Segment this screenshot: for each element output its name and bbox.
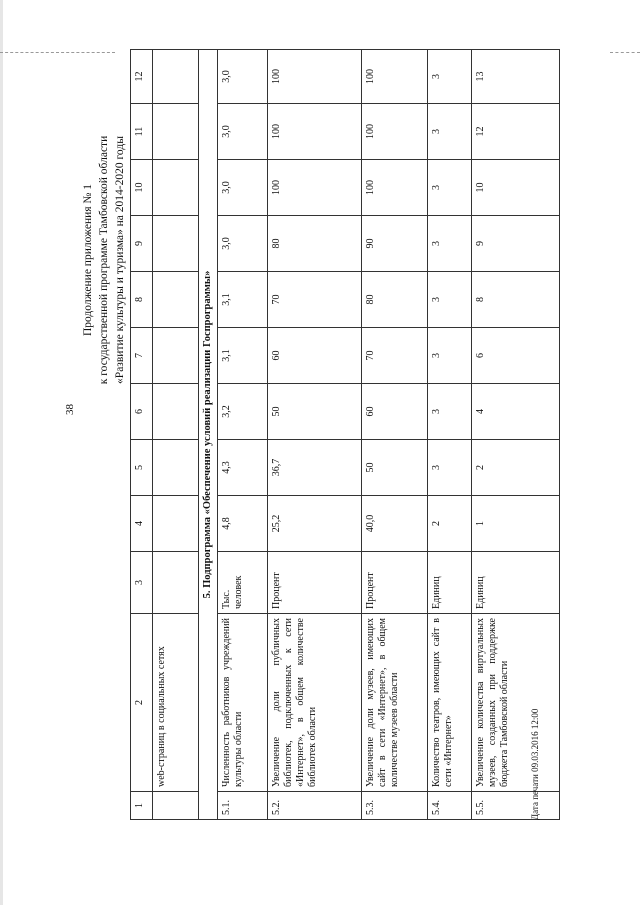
value-cell: 13 [472,50,560,104]
fold-line-left [0,52,115,53]
indicator-name: Увеличение доли музеев, имеющих сайт в сети «Интернет», в общем количестве музеев области [362,614,428,792]
value-cell: 100 [268,50,362,104]
column-number-row [131,50,153,820]
value-cell: 12 [472,104,560,160]
unit: Единиц [428,552,472,614]
value-cell: 10 [472,160,560,216]
value-cell: 9 [472,216,560,272]
row-index: 5.2. [268,792,362,820]
value-cell: 3 [428,440,472,496]
value-cell: 50 [362,440,428,496]
value-cell: 8 [472,272,560,328]
value-cell: 1 [472,496,560,552]
unit: Процент [268,552,362,614]
col-num-9: 9 [131,216,153,272]
value-cell: 40,0 [362,496,428,552]
value-cell: 80 [362,272,428,328]
col-num-5: 5 [131,440,153,496]
value-cell: 3 [428,328,472,384]
row-index: 5.1. [218,792,268,820]
value-cell: 100 [268,160,362,216]
fold-line-right [610,52,640,53]
value-cell: 70 [362,328,428,384]
value-cell: 100 [362,160,428,216]
indicator-name: Увеличение количества виртуальных музеев, созданных при поддержке бюджета Тамбовской области [472,614,560,792]
value-cell: 3 [428,160,472,216]
table-row [268,50,362,820]
unit: Единиц [472,552,560,614]
col-num-7: 7 [131,328,153,384]
heading-line-3: «Развитие культуры и туризма» на 2014-2020 годы [114,136,126,384]
value-cell: 3 [428,384,472,440]
row-index: 5.3. [362,792,428,820]
col-num-4: 4 [131,496,153,552]
value-cell: 6 [472,328,560,384]
col-num-1: 1 [131,792,153,820]
value-cell: 90 [362,216,428,272]
value-cell: 80 [268,216,362,272]
col-num-11: 11 [131,104,153,160]
col-num-2: 2 [131,614,153,792]
value-cell: 3,1 [218,328,268,384]
value-cell: 3,0 [218,160,268,216]
print-date: Дата печати 09.03.2016 12:00 [530,708,540,820]
value-cell: 100 [362,50,428,104]
section-row [199,50,218,820]
col-num-6: 6 [131,384,153,440]
indicator-name: Количество театров, имеющих сайт в сети «Интернет» [428,614,472,792]
value-cell: 3,2 [218,384,268,440]
value-cell: 3 [428,216,472,272]
row-index: 5.4. [428,792,472,820]
value-cell: 60 [362,384,428,440]
value-cell: 100 [268,104,362,160]
indicators-table [130,49,560,820]
page-number: 38 [64,404,76,415]
value-cell: 50 [268,384,362,440]
col-num-3: 3 [131,552,153,614]
indicator-name: Увеличение доли публичных библиотек, подключенных к сети «Интернет», в общем количестве библиотек области [268,614,362,792]
value-cell: 70 [268,272,362,328]
unit: Процент [362,552,428,614]
value-cell: 2 [472,440,560,496]
value-cell: 60 [268,328,362,384]
value-cell: 4,8 [218,496,268,552]
value-cell: 3,0 [218,104,268,160]
table-row [472,50,560,820]
value-cell: 4 [472,384,560,440]
carryover-row [153,50,199,820]
col-num-8: 8 [131,272,153,328]
heading-line-2: к государственной программе Тамбовской области [98,135,110,385]
value-cell: 3 [428,50,472,104]
rotated-page [60,60,540,820]
indicator-name: Численность работников учреждений культуры области [218,614,268,792]
scan-edge [0,0,3,905]
value-cell: 36,7 [268,440,362,496]
unit: Тыс. человек [218,552,268,614]
value-cell: 25,2 [268,496,362,552]
col-num-10: 10 [131,160,153,216]
table-row [362,50,428,820]
value-cell: 3 [428,272,472,328]
value-cell: 4,3 [218,440,268,496]
value-cell: 3,1 [218,272,268,328]
carryover-indicator: web-страниц в социальных сетях [153,614,199,792]
row-index: 5.5. [472,792,560,820]
heading-line-1: Продолжение приложения № 1 [82,183,94,337]
value-cell: 3,0 [218,50,268,104]
value-cell: 2 [428,496,472,552]
table-row [218,50,268,820]
section-title: 5. Подпрограмма «Обеспечение условий реализации Госпрограммы» [199,50,218,820]
value-cell: 100 [362,104,428,160]
value-cell: 3,0 [218,216,268,272]
appendix-heading [80,100,128,420]
table-row [428,50,472,820]
col-num-12: 12 [131,50,153,104]
value-cell: 3 [428,104,472,160]
